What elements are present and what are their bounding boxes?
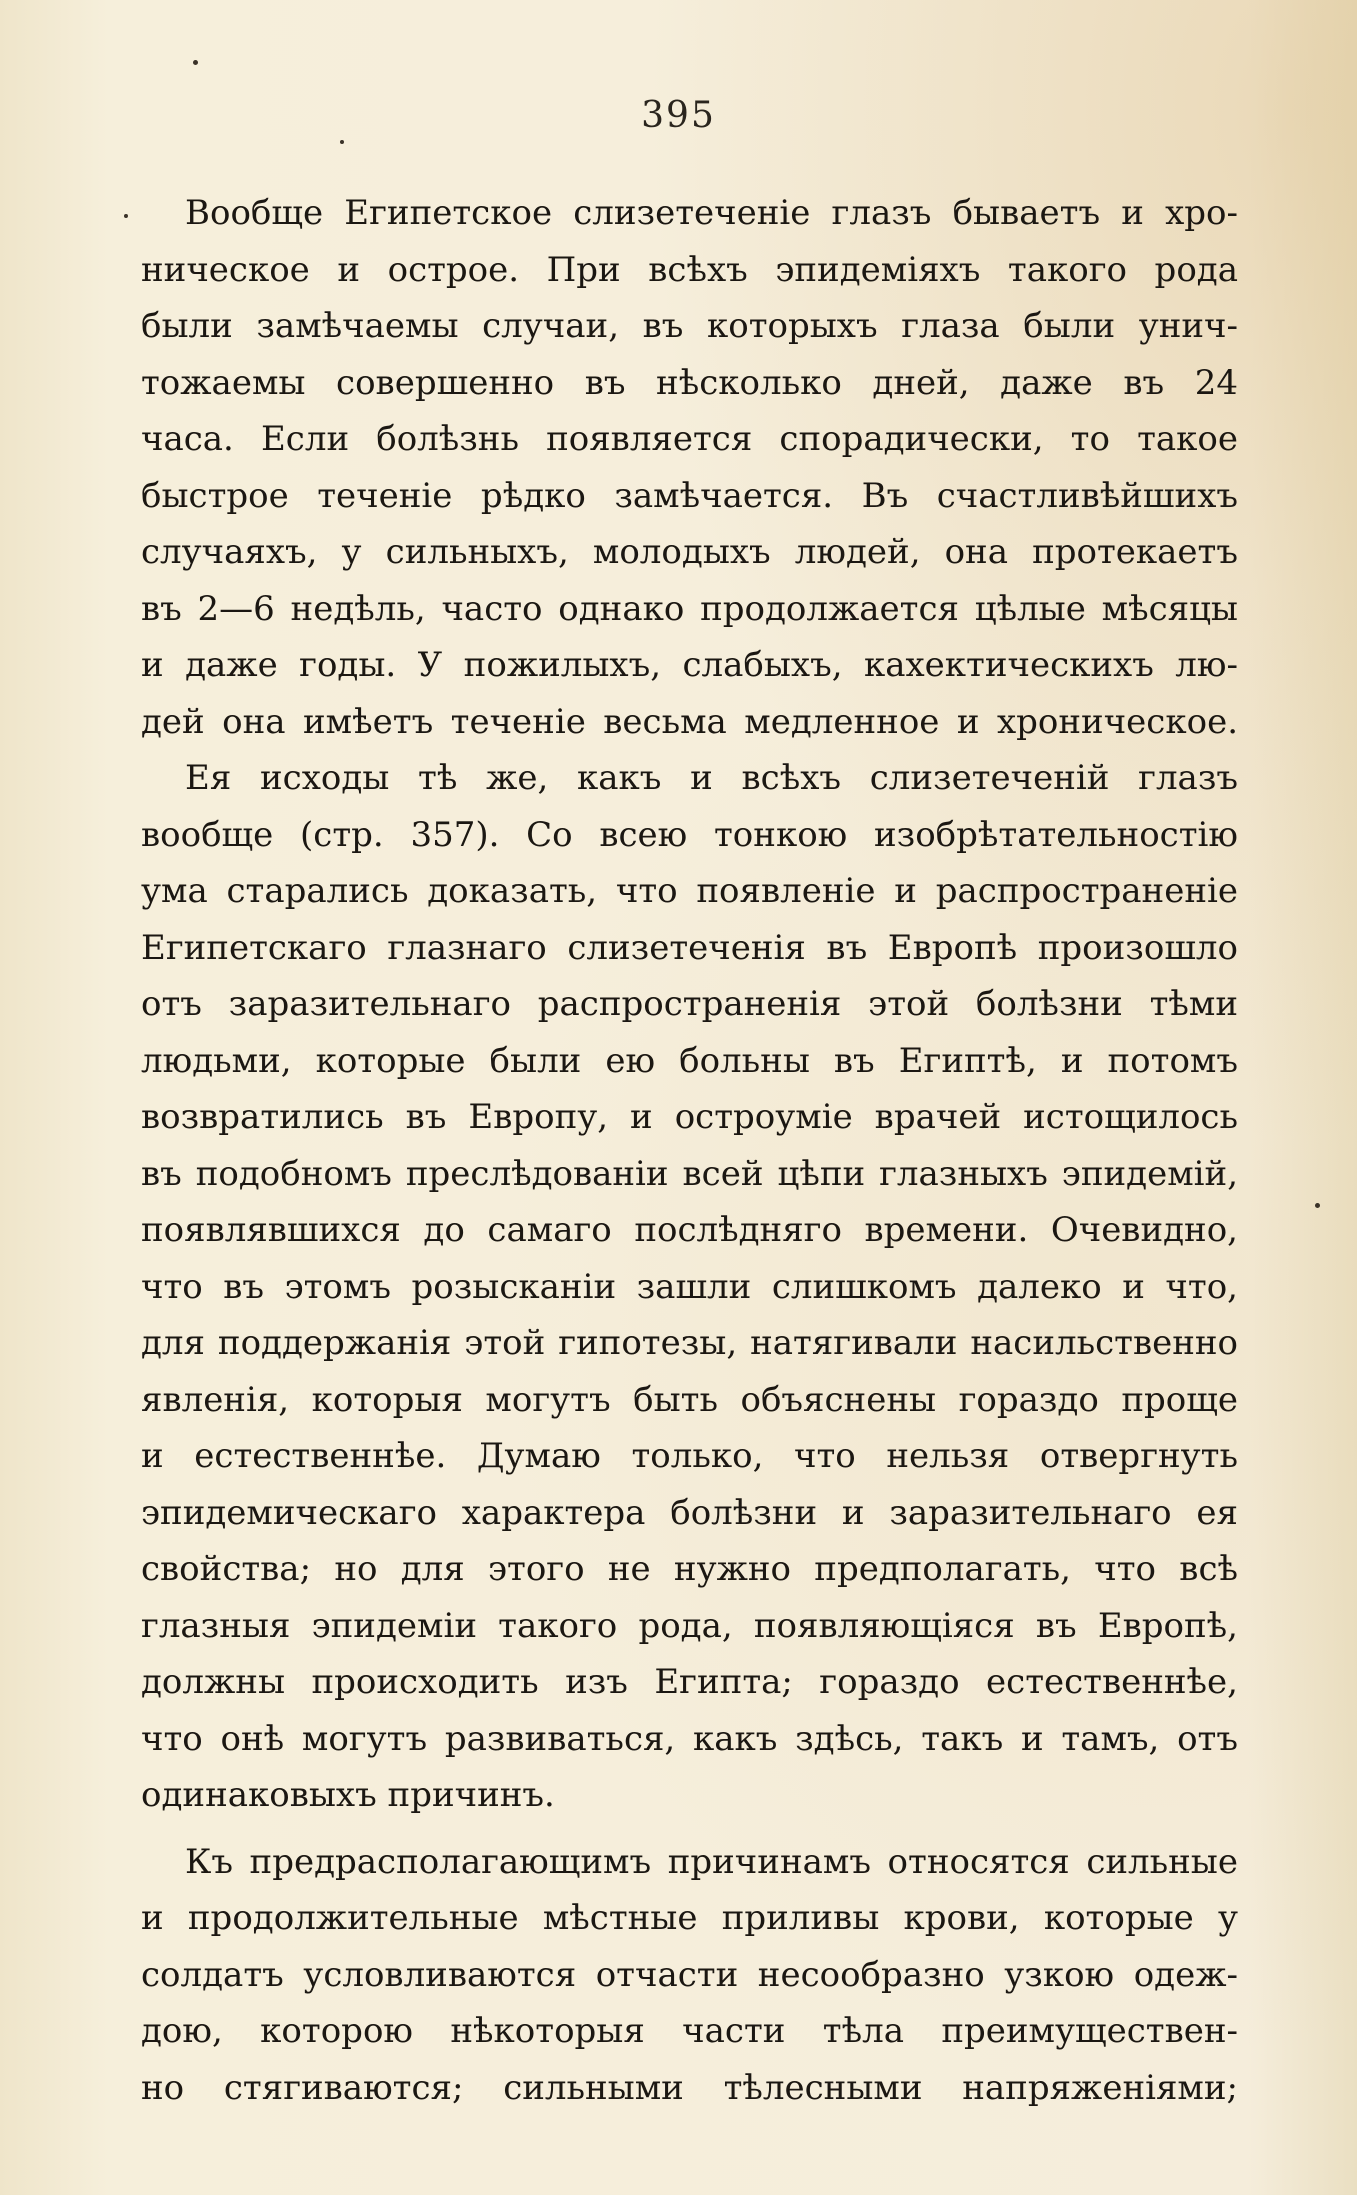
- ink-speck: [1315, 1203, 1320, 1208]
- text-line: были замѣчаемы случаи, въ которыхъ глаза были унич-: [141, 306, 1238, 346]
- text-line: но стягиваются; сильными тѣлесными напряженіями;: [141, 2067, 1238, 2108]
- text-line: часа. Если болѣзнь появляется спорадически, то такое: [141, 419, 1238, 459]
- text-line: дою, которою нѣкоторыя части тѣла преимуществен-: [141, 2011, 1238, 2051]
- paragraph-3: [141, 1834, 1238, 2117]
- text-line: эпидемическаго характера болѣзни и заразительнаго ея: [141, 1492, 1238, 1533]
- text-line: тожаемы совершенно въ нѣсколько дней, даже въ 24: [141, 362, 1238, 403]
- text-line: Вообще Египетское слизетеченіе глазъ бываетъ и хро-: [185, 193, 1238, 233]
- paragraph-2: [141, 750, 1238, 1824]
- text-line: дей она имѣетъ теченіе весьма медленное и хроническое.: [141, 701, 1238, 742]
- text-line: и продолжительные мѣстные приливы крови, которые у: [141, 1898, 1238, 1938]
- text-line: быстрое теченіе рѣдко замѣчается. Въ счастливѣйшихъ: [141, 475, 1238, 516]
- text-line: ническое и острое. При всѣхъ эпидеміяхъ такого рода: [141, 249, 1238, 290]
- text-line: возвратились въ Европу, и остроуміе врачей истощилось: [141, 1097, 1238, 1137]
- text-line: одинаковыхъ причинъ.: [141, 1775, 555, 1815]
- text-line: отъ заразительнаго распространенія этой болѣзни тѣми: [141, 984, 1238, 1024]
- text-line: вообще (стр. 357). Со всею тонкою изобрѣтательностію: [141, 814, 1238, 855]
- text-line: и даже годы. У пожилыхъ, слабыхъ, кахектическихъ лю-: [141, 645, 1238, 685]
- paragraph-1: [141, 185, 1238, 750]
- text-line: ума старались доказать, что появленіе и распространеніе: [141, 871, 1238, 911]
- text-line: случаяхъ, у сильныхъ, молодыхъ людей, она протекаетъ: [141, 532, 1238, 572]
- ink-speck: [340, 140, 344, 144]
- ink-speck: [124, 214, 128, 218]
- text-line: Египетскаго глазнаго слизетеченія въ Европѣ произошло: [141, 927, 1238, 968]
- text-line: явленія, которыя могутъ быть объяснены гораздо проще: [141, 1379, 1238, 1420]
- text-line: появлявшихся до самаго послѣдняго времени. Очевидно,: [141, 1210, 1238, 1250]
- text-line: Ея исходы тѣ же, какъ и всѣхъ слизетеченій глазъ: [185, 758, 1238, 798]
- text-line: людьми, которые были ею больны въ Египтѣ, и потомъ: [141, 1040, 1238, 1081]
- paragraph-gap: [141, 1824, 1238, 1834]
- text-line: свойства; но для этого не нужно предполагать, что всѣ: [141, 1549, 1238, 1589]
- text-line: что онѣ могутъ развиваться, какъ здѣсь, такъ и тамъ, отъ: [141, 1718, 1238, 1759]
- text-line: Къ предрасполагающимъ причинамъ относятся сильные: [185, 1841, 1238, 1882]
- text-line: солдатъ условливаются отчасти несообразно узкою одеж-: [141, 1954, 1238, 1995]
- text-line: для поддержанія этой гипотезы, натягивали насильственно: [141, 1323, 1238, 1363]
- page-number: 395: [641, 95, 716, 136]
- text-line: что въ этомъ розысканіи зашли слишкомъ далеко и что,: [141, 1266, 1238, 1307]
- text-line: глазныя эпидеміи такого рода, появляющіяся въ Европѣ,: [141, 1605, 1238, 1646]
- text-line: и естественнѣе. Думаю только, что нельзя отвергнуть: [141, 1436, 1238, 1476]
- text-line: въ подобномъ преслѣдованіи всей цѣпи глазныхъ эпидемій,: [141, 1153, 1238, 1194]
- body-text: [141, 185, 1238, 2116]
- ink-speck: [193, 60, 198, 65]
- text-line: должны происходить изъ Египта; гораздо естественнѣе,: [141, 1662, 1238, 1702]
- text-line: въ 2—6 недѣль, часто однако продолжается цѣлые мѣсяцы: [141, 588, 1238, 629]
